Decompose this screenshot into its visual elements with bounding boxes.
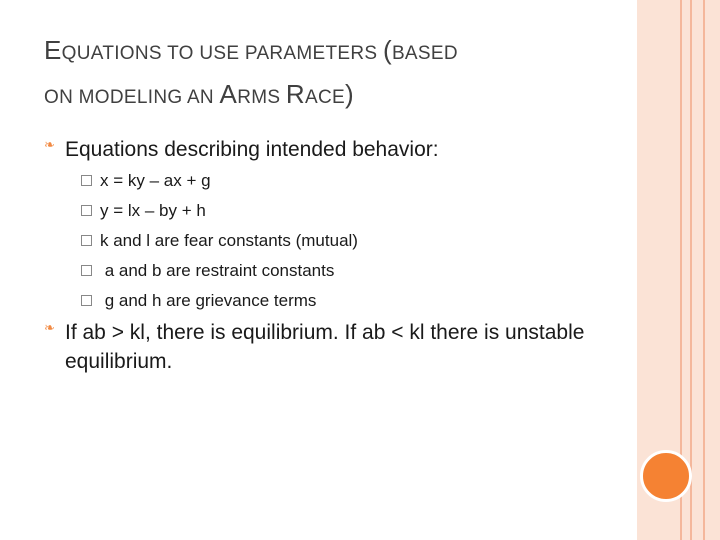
sub-bullet-text: g and h are grievance terms: [100, 291, 317, 310]
bullet-point: [44, 135, 624, 164]
decorative-orange-circle: [640, 450, 692, 502]
square-checkbox-icon: [81, 175, 92, 186]
square-checkbox-icon: [81, 205, 92, 216]
title-segment: A: [219, 79, 238, 109]
title-segment: ): [344, 79, 354, 109]
sub-bullet-text: x = ky – ax + g: [100, 171, 211, 190]
bullet-text: Equations describing intended behavior:: [65, 138, 439, 161]
bullet-text: If ab > kl, there is equilibrium. If ab < kl there is unstable equilibrium.: [65, 321, 585, 373]
title-segment: RMS: [237, 87, 286, 108]
fleuron-icon: ❧: [44, 320, 55, 335]
title-segment: ACE: [304, 87, 345, 108]
title-segment: (: [382, 35, 392, 65]
sub-bullet-item: [81, 226, 358, 256]
title-line-1: [44, 30, 624, 74]
sub-bullet-item: [81, 166, 358, 196]
square-checkbox-icon: [81, 265, 92, 276]
title-segment: R: [285, 79, 305, 109]
square-checkbox-icon: [81, 235, 92, 246]
title-line-2: [44, 74, 624, 118]
square-checkbox-icon: [81, 295, 92, 306]
sub-bullet-item: [81, 196, 358, 226]
sub-bullet-text: a and b are restraint constants: [100, 261, 335, 280]
decorative-line: [703, 0, 705, 540]
slide-title: [44, 30, 624, 118]
title-segment: E: [44, 35, 62, 65]
sub-bullet-list: [81, 166, 358, 316]
title-segment: BASED: [391, 43, 458, 64]
sub-bullet-item: [81, 286, 358, 316]
sub-bullet-text: k and l are fear constants (mutual): [100, 231, 358, 250]
title-segment: QUATIONS TO USE PARAMETERS: [61, 43, 383, 64]
sub-bullet-item: [81, 256, 358, 286]
title-segment: ON MODELING AN: [44, 87, 220, 108]
sub-bullet-text: y = lx – by + h: [100, 201, 206, 220]
decorative-line: [690, 0, 692, 540]
fleuron-icon: ❧: [44, 137, 55, 152]
bullet-point: [44, 318, 614, 376]
